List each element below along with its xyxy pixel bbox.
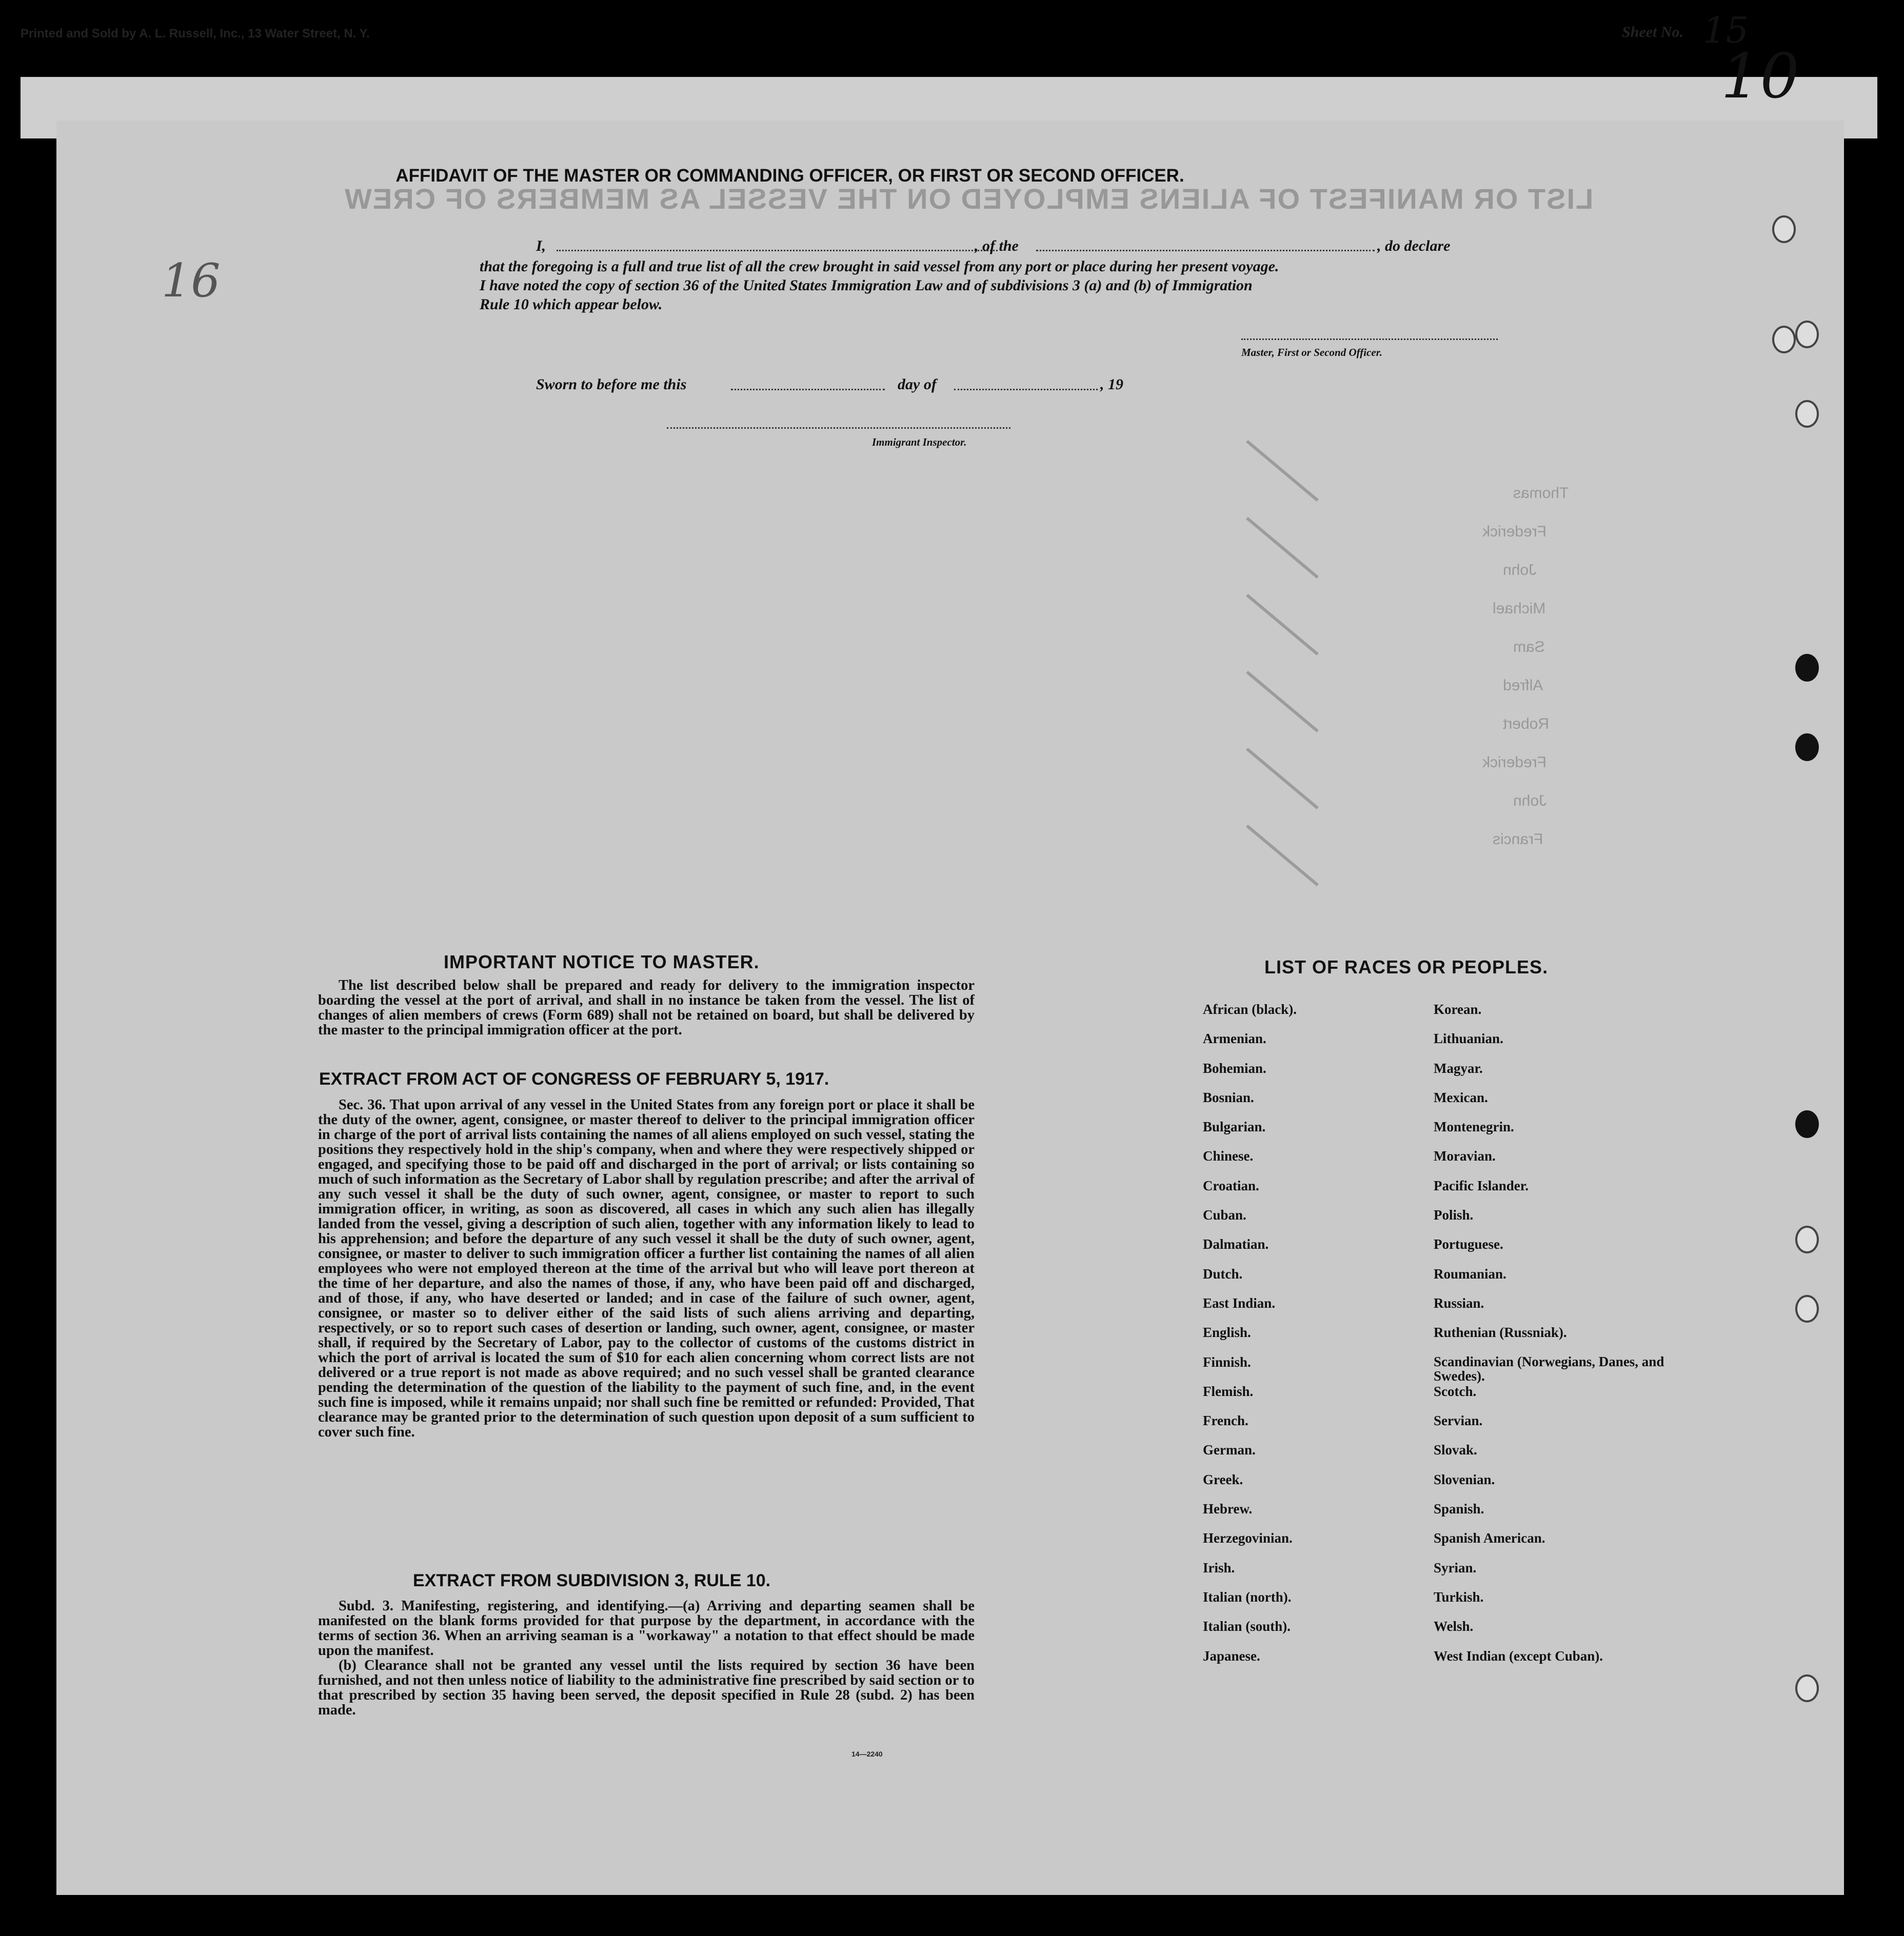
affidavit-line-3: I have noted the copy of section 36 of the United States Immigration Law and of subdivisions 3 (a) and (b) of Immigration [480,277,1253,294]
printer-imprint: Printed and Sold by A. L. Russell, Inc., 13 Water Street, N. Y. [21,27,370,41]
race-item: Bohemian. [1203,1060,1266,1076]
race-item: Irish. [1203,1560,1235,1575]
binder-hole [1795,1674,1819,1702]
rule-text [318,1599,975,1718]
race-item: Roumanian. [1434,1266,1506,1282]
race-item: Scandinavian (Norwegians, Danes, and Swedes). [1434,1353,1664,1384]
binder-hole [1795,321,1819,348]
master-signature-field[interactable] [1241,338,1498,340]
races-left-column [1203,1002,1398,1678]
race-item: German. [1203,1442,1256,1458]
race-item: Syrian. [1434,1560,1477,1575]
race-item: Chinese. [1203,1148,1254,1164]
bleedthrough-row: Alfred [1503,677,1543,694]
sworn-day-of-label: day of [898,376,937,393]
binder-hole [1795,1226,1819,1253]
sworn-year-label: , 19 [1100,376,1123,393]
act-paragraph: Sec. 36. That upon arrival of any vessel in the United States from any foreign port or place it shall be the duty of the owner, agent, consignee, or master thereof to deliver to the principal immigration officer in charge of the port of arrival lists containing the names of all aliens employed on such vessel, stating the positions they respectively hold in the ship's company, when and where they were respectively shipped or engaged, and specifying those to be paid off and discharged in the port of arrival; or lists containing so much of such information as the Secretary of Labor shall by regulation prescribe; and after the arrival of any such vessel it shall be the duty of such owner, agent, consignee, or master to report to such immigration officer, in writing, as soon as discovered, all cases in which any such alien has illegally landed from the vessel, giving a description of such alien, together with any information likely to lead to his apprehension; and before the departure of any such vessel it shall be the duty of such owner, agent, consignee, or master to deliver to such immigration officer a further list containing the names of all alien employees who were not employed thereon at the time of the arrival but who will leave port thereon at the time of her departure, and also the names of those, if any, who have been paid off and discharged, and of those, if any, who have deserted or landed; and in case of the failure of such owner, agent, consignee, or master so to deliver either of the said lists of such aliens arriving and departing, respectively, or so to report such cases of desertion or landing, such owner, agent, consignee, or master shall, if required by the Secretary of Labor, pay to the collector of customs of the customs district in which the port of arrival is located the sum of $10 for each alien concerning whom correct lists are not delivered or a true report is not made as above required; and no such vessel shall be granted clearance pending the determination of the question of the liability to the payment of such fine, and, in the event such fine is imposed, while it remains unpaid; nor shall such fine be remitted or refunded: Provided, That clearance may be granted prior to the determination of such question upon deposit of a sum sufficient to cover such fine. [318,1097,975,1440]
race-item: Bosnian. [1203,1089,1254,1105]
handwritten-number-top-2: 10 [1721,41,1799,112]
bleedthrough-mark [1246,440,1319,502]
bleedthrough-row: Frederick [1482,754,1547,771]
bleedthrough-mark [1246,517,1319,578]
bleedthrough-mark [1246,748,1319,809]
bleedthrough-row: Thomas [1513,485,1569,502]
race-item: Bulgarian. [1203,1119,1266,1135]
race-item: Magyar. [1434,1060,1483,1076]
race-item: Slovenian. [1434,1471,1495,1487]
race-item: Slovak. [1434,1442,1477,1458]
race-item: Greek. [1203,1471,1243,1487]
bleedthrough-row: Francis [1493,831,1543,848]
binder-hole [1795,1295,1819,1323]
rule-paragraph-b: (b) Clearance shall not be granted any vessel until the lists required by section 36 have been furnished, and not then unless notice of liability to the administrative fine prescribed by said section or to that prescribed by section 35 having been served, the deposit specified in Rule 28 (subd. 2) has been made. [318,1658,975,1718]
race-item: Herzegovinian. [1203,1530,1293,1546]
bleedthrough-mark [1246,594,1319,655]
race-item: Moravian. [1434,1148,1496,1164]
race-item: Cuban. [1203,1207,1246,1223]
bleedthrough-row: John [1513,792,1547,809]
sworn-month-field[interactable] [954,389,1098,390]
master-name-field[interactable] [557,250,998,251]
rule-paragraph-a: Subd. 3. Manifesting, registering, and identifying.—(a) Arriving and departing seamen shall be manifested on the blank forms provided for that purpose by the department, in accordance with the terms of section 36. When an arriving seaman is a "workaway" a notation to that effect should be made upon the manifest. [318,1598,975,1659]
binder-hole [1795,400,1819,428]
race-item: Pacific Islander. [1434,1177,1529,1193]
affidavit-declare-label: , do declare [1377,237,1451,254]
race-item: Dalmatian. [1203,1236,1269,1252]
race-item: African (black). [1203,1002,1297,1017]
binder-hole [1795,1110,1819,1138]
binder-hole [1795,733,1819,761]
handwritten-number-top-1: 15 [1703,9,1749,51]
race-item: Japanese. [1203,1648,1260,1664]
race-item: Hebrew. [1203,1501,1253,1517]
sworn-prefix: Sworn to before me this [536,376,687,393]
race-item: Spanish. [1434,1501,1484,1517]
sworn-day-field[interactable] [731,389,885,390]
bleedthrough-row: Robert [1503,715,1550,732]
rule-heading: EXTRACT FROM SUBDIVISION 3, RULE 10. [413,1571,771,1590]
race-item: East Indian. [1203,1295,1276,1311]
race-item: Turkish. [1434,1589,1484,1605]
race-item: Welsh. [1434,1619,1474,1634]
race-item: Armenian. [1203,1031,1266,1047]
race-item: Korean. [1434,1002,1482,1017]
race-item: Italian (north). [1203,1589,1292,1605]
race-item: Finnish. [1203,1354,1251,1370]
affidavit-line-2: that the foregoing is a full and true list of all the crew brought in said vessel from any port or place during her present voyage. [480,258,1279,275]
races-right-column [1434,1002,1675,1678]
affidavit-line-4: Rule 10 which appear below. [480,296,663,313]
sheet-no-label: Sheet No. [1622,24,1683,41]
race-item: Ruthenian (Russniak). [1434,1325,1567,1341]
race-item: Portuguese. [1434,1236,1503,1252]
race-item: West Indian (except Cuban). [1434,1648,1603,1664]
document-page [56,121,1844,1895]
vessel-name-field[interactable] [1036,250,1375,251]
notice-text [318,978,975,1037]
bleedthrough-row: John [1503,562,1537,578]
binder-hole [1772,215,1796,243]
bleedthrough-title: LIST OR MANIFEST OF ALIENS EMPLOYED ON THE VESSEL AS MEMBERS OF CREW [344,183,1594,215]
master-signature-caption: Master, First or Second Officer. [1241,346,1382,358]
race-item: English. [1203,1325,1251,1341]
act-text [318,1097,975,1440]
race-item: Montenegrin. [1434,1119,1514,1135]
affidavit-of-the-label: , of the [975,237,1019,254]
bleedthrough-row: Sam [1513,638,1545,655]
handwritten-number-left: 16 [162,254,221,308]
affidavit-i-label: I, [536,237,546,254]
race-item: Scotch. [1434,1383,1477,1399]
bleedthrough-row: Michael [1493,600,1546,617]
race-item: Croatian. [1203,1177,1259,1193]
affidavit-title: AFFIDAVIT OF THE MASTER OR COMMANDING OFFICER, OR FIRST OR SECOND OFFICER. [395,166,1184,186]
notice-heading: IMPORTANT NOTICE TO MASTER. [444,951,760,972]
bleedthrough-row: Frederick [1482,523,1547,540]
binder-hole [1772,326,1796,353]
race-item: Spanish American. [1434,1530,1545,1546]
race-item: Polish. [1434,1207,1474,1223]
binder-hole [1795,654,1819,682]
race-item: French. [1203,1413,1248,1429]
form-code: 14—2240 [851,1750,883,1758]
act-heading: EXTRACT FROM ACT OF CONGRESS OF FEBRUARY 5, 1917. [319,1069,829,1089]
race-item: Mexican. [1434,1089,1488,1105]
races-heading: LIST OF RACES OR PEOPLES. [1264,956,1549,977]
inspector-signature-field[interactable] [667,427,1010,429]
race-item: Flemish. [1203,1383,1254,1399]
race-item: Italian (south). [1203,1619,1291,1634]
race-item: Lithuanian. [1434,1031,1503,1047]
bleedthrough-mark [1246,671,1319,732]
bleedthrough-mark [1246,825,1319,886]
race-item: Russian. [1434,1295,1484,1311]
notice-paragraph: The list described below shall be prepared and ready for delivery to the immigration inspector boarding the vessel at the port of arrival, and shall in no instance be taken from the vessel. The list of changes of alien members of crews (Form 689) shall not be retained on board, but shall be delivered by the master to the principal immigration officer at the port. [318,977,975,1038]
race-item: Dutch. [1203,1266,1243,1282]
race-item: Servian. [1434,1413,1483,1429]
inspector-caption: Immigrant Inspector. [872,436,967,448]
